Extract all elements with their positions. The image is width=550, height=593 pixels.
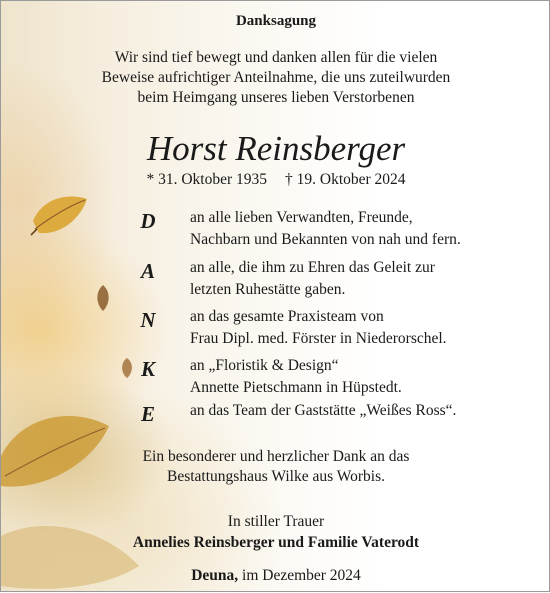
place: Deuna,	[191, 567, 239, 584]
closing-line: Bestattungshaus Wilke aus Worbis.	[167, 468, 385, 485]
danke-letter: E	[140, 402, 155, 426]
danke-row-n	[1, 306, 550, 356]
danke-text	[190, 306, 447, 350]
danke-letter: K	[140, 357, 155, 381]
danke-text	[190, 400, 456, 422]
danke-line: letzten Ruhestätte gaben.	[190, 281, 346, 298]
danke-text	[190, 207, 461, 251]
heading: Danksagung	[235, 13, 317, 29]
danke-row-a	[1, 257, 550, 307]
danke-line: an das Team der Gaststätte „Weißes Ross“.	[190, 402, 457, 419]
family-signature: Annelies Reinsberger und Familie Vaterodt	[132, 534, 420, 551]
danke-line: an alle lieben Verwandten, Freunde,	[190, 209, 413, 226]
intro-line: beim Heimgang unseres lieben Verstorbenen	[137, 89, 415, 106]
danke-text	[190, 257, 435, 301]
in-stiller-trauer: In stiller Trauer	[227, 513, 325, 530]
danke-line: an alle, die ihm zu Ehren das Geleit zur	[190, 259, 435, 276]
danke-letter: A	[140, 259, 155, 283]
danke-line: an „Floristik & Design“	[190, 357, 339, 374]
closing-text	[1, 447, 550, 487]
intro-line: Wir sind tief bewegt und danken allen für die vielen	[114, 49, 438, 66]
intro-line: Beweise aufrichtiger Anteilnahme, die uns zuteilwurden	[101, 69, 451, 86]
place-and-date	[1, 565, 550, 587]
birth-date: * 31. Oktober 1935	[146, 171, 267, 188]
danke-letter: N	[140, 308, 156, 332]
danke-letter: D	[140, 209, 156, 233]
intro-text	[1, 48, 550, 108]
deceased-name: Horst Reinsberger	[146, 129, 406, 168]
danke-line: an das gesamte Praxisteam von	[190, 308, 384, 325]
danke-row-d	[1, 207, 550, 257]
closing-line: Ein besonderer und herzlicher Dank an das	[142, 448, 410, 465]
danke-row-k	[1, 355, 550, 405]
danke-text	[190, 355, 402, 399]
death-date: † 19. Oktober 2024	[285, 171, 406, 188]
danke-row-e	[1, 400, 550, 428]
life-dates	[1, 169, 550, 191]
danke-line: Frau Dipl. med. Förster in Niederorschel.	[190, 330, 447, 347]
danke-line: Nachbarn und Bekannten von nah und fern.	[190, 231, 461, 248]
danke-line: Annette Pietschmann in Hüpstedt.	[190, 379, 402, 396]
date: im Dezember 2024	[242, 567, 361, 584]
